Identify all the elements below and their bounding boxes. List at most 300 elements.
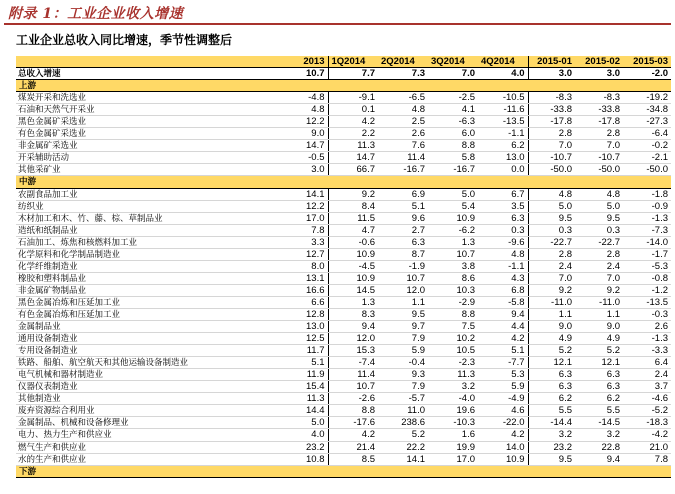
- cell-3q2014: 6.0: [428, 128, 478, 140]
- cell-2015-01: 5.5: [528, 405, 575, 417]
- table-row: [16, 200, 671, 212]
- table-row: [16, 188, 671, 200]
- section-label: 上游: [16, 80, 671, 92]
- cell-1q2014: 9.4: [328, 321, 378, 333]
- cell-4q2014: 4.2: [478, 429, 528, 441]
- cell-2015-03: -7.3: [623, 224, 671, 236]
- cell-4q2014: 6.7: [478, 188, 528, 200]
- cell-2q2014: 11.4: [378, 152, 428, 164]
- cell-2015-02: 9.2: [575, 284, 623, 296]
- cell-3q2014: 7.0: [428, 68, 478, 80]
- cell-2013: 14.4: [278, 405, 328, 417]
- row-label: 通用设备制造业: [16, 333, 278, 345]
- row-label: 燃气生产和供应业: [16, 441, 278, 453]
- cell-2015-01: 6.3: [528, 381, 575, 393]
- cell-2015-01: 23.2: [528, 441, 575, 453]
- cell-3q2014: -16.7: [428, 164, 478, 176]
- table-row: [16, 128, 671, 140]
- cell-2015-02: 12.1: [575, 357, 623, 369]
- cell-3q2014: -2.5: [428, 92, 478, 104]
- cell-2015-02: 3.0: [575, 68, 623, 80]
- cell-2013: 5.0: [278, 417, 328, 429]
- section-label: 下游: [16, 465, 671, 477]
- cell-1q2014: 9.2: [328, 188, 378, 200]
- cell-2015-01: -33.8: [528, 104, 575, 116]
- table-row: [16, 453, 671, 465]
- cell-2015-01: 0.3: [528, 224, 575, 236]
- cell-1q2014: 2.2: [328, 128, 378, 140]
- cell-2015-01: 4.9: [528, 333, 575, 345]
- header-cell-2013: 2013: [278, 56, 328, 68]
- table-row: [16, 417, 671, 429]
- table-row: [16, 212, 671, 224]
- cell-2015-01: 5.0: [528, 200, 575, 212]
- cell-2q2014: 4.8: [378, 104, 428, 116]
- row-label: 电气机械和器材制造业: [16, 369, 278, 381]
- cell-2015-01: -10.7: [528, 152, 575, 164]
- cell-2015-01: 9.0: [528, 321, 575, 333]
- section-header-midstream: [16, 176, 671, 188]
- title-divider: [4, 23, 671, 25]
- cell-1q2014: 14.5: [328, 284, 378, 296]
- cell-2013: 12.2: [278, 200, 328, 212]
- cell-2015-03: -27.3: [623, 116, 671, 128]
- cell-2015-01: 9.2: [528, 284, 575, 296]
- cell-2015-03: 2.4: [623, 369, 671, 381]
- section-header-downstream: [16, 465, 671, 477]
- cell-2013: 12.8: [278, 308, 328, 320]
- cell-4q2014: 4.2: [478, 333, 528, 345]
- row-label: 专用设备制造业: [16, 345, 278, 357]
- cell-2015-01: 7.0: [528, 140, 575, 152]
- cell-2015-03: -1.7: [623, 248, 671, 260]
- table-row: [16, 104, 671, 116]
- cell-3q2014: 1.3: [428, 236, 478, 248]
- cell-2015-03: -3.3: [623, 345, 671, 357]
- row-label: 电力、热力生产和供应业: [16, 429, 278, 441]
- cell-3q2014: -10.3: [428, 417, 478, 429]
- table-row: [16, 393, 671, 405]
- cell-2015-01: -50.0: [528, 164, 575, 176]
- cell-2q2014: 238.6: [378, 417, 428, 429]
- cell-2q2014: 22.2: [378, 441, 428, 453]
- cell-2015-02: 6.3: [575, 369, 623, 381]
- table-row: [16, 284, 671, 296]
- cell-2013: 13.0: [278, 321, 328, 333]
- table-row: [16, 236, 671, 248]
- cell-2013: 17.0: [278, 212, 328, 224]
- table-row: [16, 140, 671, 152]
- cell-2015-02: 6.3: [575, 381, 623, 393]
- section-label: 中游: [16, 176, 671, 188]
- cell-2q2014: 9.3: [378, 369, 428, 381]
- cell-4q2014: 4.3: [478, 272, 528, 284]
- table-row: [16, 429, 671, 441]
- cell-4q2014: 9.4: [478, 308, 528, 320]
- table-row: [16, 224, 671, 236]
- cell-3q2014: -4.0: [428, 393, 478, 405]
- cell-2015-02: -50.0: [575, 164, 623, 176]
- cell-2015-02: -11.0: [575, 296, 623, 308]
- cell-1q2014: 11.5: [328, 212, 378, 224]
- cell-4q2014: -1.1: [478, 128, 528, 140]
- cell-2015-02: 5.0: [575, 200, 623, 212]
- cell-2015-03: -5.2: [623, 405, 671, 417]
- cell-4q2014: -11.6: [478, 104, 528, 116]
- cell-2015-03: -0.9: [623, 200, 671, 212]
- cell-3q2014: 5.8: [428, 152, 478, 164]
- table-title: 工业企业总收入同比增速，季节性调整后: [16, 33, 233, 47]
- section-header-upstream: [16, 80, 671, 92]
- cell-3q2014: -6.2: [428, 224, 478, 236]
- cell-2015-03: -14.0: [623, 236, 671, 248]
- row-label: 化学原料和化学制品制造业: [16, 248, 278, 260]
- cell-3q2014: 8.6: [428, 272, 478, 284]
- table-row: [16, 321, 671, 333]
- row-label: 有色金属冶炼和压延加工业: [16, 308, 278, 320]
- row-label: 石油加工、炼焦和核燃料加工业: [16, 236, 278, 248]
- table-row: [16, 381, 671, 393]
- cell-2013: 14.7: [278, 140, 328, 152]
- cell-1q2014: 0.1: [328, 104, 378, 116]
- cell-2015-02: -10.7: [575, 152, 623, 164]
- table-row: [16, 296, 671, 308]
- cell-2015-02: -33.8: [575, 104, 623, 116]
- cell-2q2014: 2.5: [378, 116, 428, 128]
- row-label: 造纸和纸制品业: [16, 224, 278, 236]
- cell-1q2014: 8.3: [328, 308, 378, 320]
- cell-2q2014: 7.9: [378, 333, 428, 345]
- cell-2q2014: -5.7: [378, 393, 428, 405]
- cell-2015-01: 12.1: [528, 357, 575, 369]
- cell-2015-03: 3.7: [623, 381, 671, 393]
- cell-2013: 12.7: [278, 248, 328, 260]
- row-label: 铁路、船舶、航空航天和其他运输设备制造业: [16, 357, 278, 369]
- cell-1q2014: 10.7: [328, 381, 378, 393]
- cell-2015-03: 7.8: [623, 453, 671, 465]
- row-label: 橡胶和塑料制品业: [16, 272, 278, 284]
- table-row: [16, 92, 671, 104]
- cell-2015-03: -1.3: [623, 333, 671, 345]
- cell-1q2014: 4.2: [328, 429, 378, 441]
- cell-2015-02: -17.8: [575, 116, 623, 128]
- cell-2015-02: 9.0: [575, 321, 623, 333]
- cell-3q2014: 3.8: [428, 260, 478, 272]
- cell-2013: 4.0: [278, 429, 328, 441]
- cell-1q2014: 11.4: [328, 369, 378, 381]
- cell-4q2014: -5.8: [478, 296, 528, 308]
- table-row: [16, 272, 671, 284]
- cell-3q2014: 7.5: [428, 321, 478, 333]
- cell-2015-01: 1.1: [528, 308, 575, 320]
- cell-2q2014: 9.5: [378, 308, 428, 320]
- cell-4q2014: -10.5: [478, 92, 528, 104]
- appendix-title: 附录 1：工业企业收入增速: [8, 6, 184, 22]
- row-label: 非金属矿采选业: [16, 140, 278, 152]
- header-cell-blank: [16, 56, 278, 68]
- cell-2013: 3.3: [278, 236, 328, 248]
- cell-2013: 12.5: [278, 333, 328, 345]
- cell-1q2014: 14.7: [328, 152, 378, 164]
- cell-4q2014: 4.0: [478, 68, 528, 80]
- cell-1q2014: 21.4: [328, 441, 378, 453]
- cell-2015-01: 2.4: [528, 260, 575, 272]
- cell-2015-02: 2.8: [575, 128, 623, 140]
- cell-2015-03: -2.1: [623, 152, 671, 164]
- cell-2q2014: 9.7: [378, 321, 428, 333]
- cell-4q2014: 6.8: [478, 284, 528, 296]
- cell-2015-02: 6.2: [575, 393, 623, 405]
- cell-2015-01: 5.2: [528, 345, 575, 357]
- cell-2015-02: 2.8: [575, 248, 623, 260]
- cell-1q2014: 8.5: [328, 453, 378, 465]
- cell-1q2014: -17.6: [328, 417, 378, 429]
- cell-4q2014: -1.1: [478, 260, 528, 272]
- cell-3q2014: 3.2: [428, 381, 478, 393]
- cell-2015-02: 7.0: [575, 140, 623, 152]
- cell-2q2014: 6.3: [378, 236, 428, 248]
- row-label: 金属制品、机械和设备修理业: [16, 417, 278, 429]
- cell-4q2014: 4.6: [478, 405, 528, 417]
- cell-2013: 16.6: [278, 284, 328, 296]
- row-label: 水的生产和供应业: [16, 453, 278, 465]
- cell-2013: 14.1: [278, 188, 328, 200]
- cell-2q2014: 7.9: [378, 381, 428, 393]
- table-row: [16, 152, 671, 164]
- cell-2015-02: 22.8: [575, 441, 623, 453]
- row-label: 仪器仪表制造业: [16, 381, 278, 393]
- cell-3q2014: -2.9: [428, 296, 478, 308]
- cell-2015-03: -1.3: [623, 212, 671, 224]
- cell-4q2014: 4.4: [478, 321, 528, 333]
- table-row: [16, 333, 671, 345]
- table-row: [16, 345, 671, 357]
- cell-1q2014: 10.9: [328, 248, 378, 260]
- cell-2015-03: -6.4: [623, 128, 671, 140]
- cell-2q2014: 2.7: [378, 224, 428, 236]
- cell-1q2014: 1.3: [328, 296, 378, 308]
- table-row: [16, 357, 671, 369]
- cell-2q2014: 7.3: [378, 68, 428, 80]
- cell-2q2014: 12.0: [378, 284, 428, 296]
- cell-2q2014: 11.0: [378, 405, 428, 417]
- cell-2013: 5.1: [278, 357, 328, 369]
- row-label: 废弃资源综合利用业: [16, 405, 278, 417]
- header-cell-2015-01: 2015-01: [528, 56, 575, 68]
- cell-2015-02: 9.5: [575, 212, 623, 224]
- cell-2015-03: -1.8: [623, 188, 671, 200]
- cell-2015-03: -34.8: [623, 104, 671, 116]
- cell-2015-01: -22.7: [528, 236, 575, 248]
- row-label: 黑色金属冶炼和压延加工业: [16, 296, 278, 308]
- cell-4q2014: 3.5: [478, 200, 528, 212]
- row-label: 金属制品业: [16, 321, 278, 333]
- cell-2015-02: 0.3: [575, 224, 623, 236]
- cell-2013: 11.7: [278, 345, 328, 357]
- cell-3q2014: 19.6: [428, 405, 478, 417]
- cell-3q2014: 5.0: [428, 188, 478, 200]
- cell-4q2014: 4.8: [478, 248, 528, 260]
- cell-3q2014: 5.4: [428, 200, 478, 212]
- cell-3q2014: 10.9: [428, 212, 478, 224]
- header-cell-2q2014: 2Q2014: [378, 56, 428, 68]
- table-row: [16, 260, 671, 272]
- cell-2013: -4.8: [278, 92, 328, 104]
- row-label: 其他制造业: [16, 393, 278, 405]
- cell-3q2014: 8.8: [428, 140, 478, 152]
- cell-2015-01: -11.0: [528, 296, 575, 308]
- cell-2013: 13.1: [278, 272, 328, 284]
- cell-2015-03: -2.0: [623, 68, 671, 80]
- cell-2q2014: 14.1: [378, 453, 428, 465]
- cell-4q2014: 6.2: [478, 140, 528, 152]
- cell-2015-02: 4.8: [575, 188, 623, 200]
- cell-2015-01: -17.8: [528, 116, 575, 128]
- cell-2015-02: 3.2: [575, 429, 623, 441]
- row-label: 石油和天然气开采业: [16, 104, 278, 116]
- cell-1q2014: -7.4: [328, 357, 378, 369]
- cell-2015-03: -5.3: [623, 260, 671, 272]
- revenue-growth-table: [16, 56, 671, 478]
- cell-3q2014: 11.3: [428, 369, 478, 381]
- cell-2013: 10.8: [278, 453, 328, 465]
- cell-4q2014: -4.9: [478, 393, 528, 405]
- cell-4q2014: -13.5: [478, 116, 528, 128]
- cell-4q2014: 14.0: [478, 441, 528, 453]
- cell-1q2014: 11.3: [328, 140, 378, 152]
- cell-2q2014: -16.7: [378, 164, 428, 176]
- table-row: [16, 164, 671, 176]
- row-label: 化学纤维制造业: [16, 260, 278, 272]
- row-label: 煤炭开采和洗选业: [16, 92, 278, 104]
- cell-1q2014: 66.7: [328, 164, 378, 176]
- cell-2013: 11.9: [278, 369, 328, 381]
- cell-2013: 3.0: [278, 164, 328, 176]
- cell-2q2014: 5.9: [378, 345, 428, 357]
- cell-2015-01: 2.8: [528, 248, 575, 260]
- cell-2013: 9.0: [278, 128, 328, 140]
- header-cell-2015-02: 2015-02: [575, 56, 623, 68]
- header-cell-3q2014: 3Q2014: [428, 56, 478, 68]
- cell-3q2014: -6.3: [428, 116, 478, 128]
- cell-2015-03: -13.5: [623, 296, 671, 308]
- cell-3q2014: -2.3: [428, 357, 478, 369]
- cell-4q2014: 13.0: [478, 152, 528, 164]
- cell-2q2014: 2.6: [378, 128, 428, 140]
- cell-2015-03: -4.6: [623, 393, 671, 405]
- cell-2015-02: 4.9: [575, 333, 623, 345]
- cell-3q2014: 10.2: [428, 333, 478, 345]
- table-row: [16, 308, 671, 320]
- cell-2015-02: 2.4: [575, 260, 623, 272]
- cell-4q2014: 5.3: [478, 369, 528, 381]
- cell-1q2014: 4.2: [328, 116, 378, 128]
- cell-3q2014: 4.1: [428, 104, 478, 116]
- cell-4q2014: 5.9: [478, 381, 528, 393]
- table-row: [16, 116, 671, 128]
- cell-4q2014: 6.3: [478, 212, 528, 224]
- cell-2q2014: 8.7: [378, 248, 428, 260]
- cell-2015-01: 6.3: [528, 369, 575, 381]
- cell-1q2014: -2.6: [328, 393, 378, 405]
- header-cell-2015-03: 2015-03: [623, 56, 671, 68]
- table-row: [16, 369, 671, 381]
- cell-2015-02: 5.2: [575, 345, 623, 357]
- cell-2015-01: 3.2: [528, 429, 575, 441]
- row-label: 非金属矿物制品业: [16, 284, 278, 296]
- total-revenue-row: [16, 68, 671, 80]
- cell-2015-03: -4.2: [623, 429, 671, 441]
- cell-4q2014: 0.0: [478, 164, 528, 176]
- cell-2015-03: -50.0: [623, 164, 671, 176]
- cell-2015-01: 7.0: [528, 272, 575, 284]
- cell-2013: 23.2: [278, 441, 328, 453]
- cell-2013: 6.6: [278, 296, 328, 308]
- cell-4q2014: 5.1: [478, 345, 528, 357]
- cell-1q2014: 4.7: [328, 224, 378, 236]
- table-header-row: [16, 56, 671, 68]
- cell-2015-01: -14.4: [528, 417, 575, 429]
- cell-2013: 10.7: [278, 68, 328, 80]
- header-cell-4q2014: 4Q2014: [478, 56, 528, 68]
- cell-2015-01: -8.3: [528, 92, 575, 104]
- cell-1q2014: 8.4: [328, 200, 378, 212]
- cell-3q2014: 10.3: [428, 284, 478, 296]
- cell-2015-03: -0.2: [623, 140, 671, 152]
- cell-2015-01: 9.5: [528, 453, 575, 465]
- cell-2q2014: 5.1: [378, 200, 428, 212]
- cell-2015-03: -19.2: [623, 92, 671, 104]
- cell-2q2014: 10.7: [378, 272, 428, 284]
- cell-2013: 8.0: [278, 260, 328, 272]
- row-label: 开采辅助活动: [16, 152, 278, 164]
- cell-3q2014: 10.5: [428, 345, 478, 357]
- cell-2013: -0.5: [278, 152, 328, 164]
- cell-4q2014: 0.3: [478, 224, 528, 236]
- header-cell-1q2014: 1Q2014: [328, 56, 378, 68]
- table-row: [16, 405, 671, 417]
- cell-2015-03: -18.3: [623, 417, 671, 429]
- cell-2013: 7.8: [278, 224, 328, 236]
- cell-2015-01: 2.8: [528, 128, 575, 140]
- cell-3q2014: 10.7: [428, 248, 478, 260]
- cell-2015-02: 1.1: [575, 308, 623, 320]
- cell-1q2014: -9.1: [328, 92, 378, 104]
- cell-2015-02: -22.7: [575, 236, 623, 248]
- cell-2013: 11.3: [278, 393, 328, 405]
- cell-1q2014: 7.7: [328, 68, 378, 80]
- row-label: 总收入增速: [16, 68, 278, 80]
- cell-2015-03: 21.0: [623, 441, 671, 453]
- cell-1q2014: 10.9: [328, 272, 378, 284]
- cell-2015-01: 4.8: [528, 188, 575, 200]
- cell-2q2014: 1.1: [378, 296, 428, 308]
- cell-2015-03: -0.3: [623, 308, 671, 320]
- cell-2015-03: -1.2: [623, 284, 671, 296]
- cell-2q2014: -1.9: [378, 260, 428, 272]
- row-label: 纺织业: [16, 200, 278, 212]
- cell-3q2014: 19.9: [428, 441, 478, 453]
- row-label: 黑色金属矿采选业: [16, 116, 278, 128]
- table-row: [16, 441, 671, 453]
- row-label: 有色金属矿采选业: [16, 128, 278, 140]
- cell-2013: 12.2: [278, 116, 328, 128]
- cell-2q2014: 5.2: [378, 429, 428, 441]
- cell-2q2014: 6.9: [378, 188, 428, 200]
- cell-2015-02: 7.0: [575, 272, 623, 284]
- cell-1q2014: 12.0: [328, 333, 378, 345]
- cell-3q2014: 8.8: [428, 308, 478, 320]
